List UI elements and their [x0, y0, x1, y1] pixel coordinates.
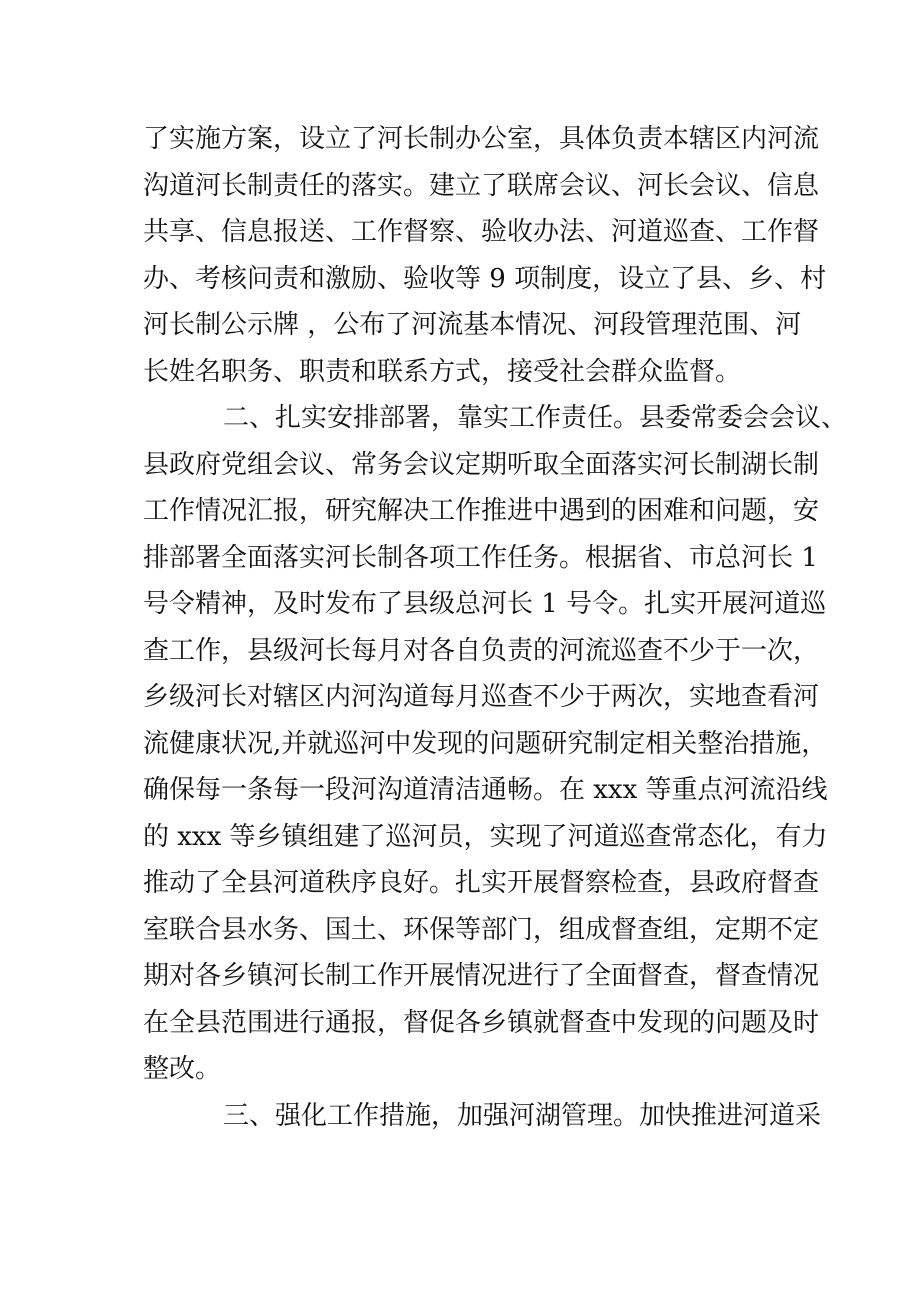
- text-line: 三、强化工作措施，加强河湖管理。加快推进河道采: [223, 1100, 822, 1131]
- text-line: 工作情况汇报，研究解决工作推进中遇到的困难和问题，安: [143, 496, 820, 526]
- text-line: 长姓名职务、职责和联系方式，接受社会群众监督。: [143, 356, 742, 387]
- text-line: 室联合县水务、国土、环保等部门，组成督查组，定期不定: [143, 914, 820, 945]
- text-line: 查工作，县级河长每月对各自负责的河流巡查不少于一次，: [143, 635, 820, 666]
- text-line: 乡级河长对辖区内河沟道每月巡查不少于两次，实地查看河: [143, 682, 820, 712]
- text-line: 沟道河长制责任的落实。建立了联席会议、河长会议、信息: [143, 170, 820, 201]
- paragraph: [143, 1093, 822, 1140]
- document-body: [143, 116, 848, 1139]
- text-line: 确保每一条每一段河沟道清洁通畅。在 xxx 等重点河流沿线: [143, 775, 828, 805]
- text-line: 了实施方案，设立了河长制办公室，具体负责本辖区内河流: [143, 124, 820, 154]
- text-line: 共享、信息报送、工作督察、验收办法、河道巡查、工作督: [143, 217, 820, 247]
- text-line: 河长制公示牌 ，公布了河流基本情况、河段管理范围、河: [143, 310, 802, 340]
- text-line: 二、扎实安排部署，靠实工作责任。县委常委会会议、: [223, 403, 848, 433]
- text-line: 在全县范围进行通报，督促各乡镇就督查中发现的问题及时: [143, 1007, 820, 1038]
- text-line: 推动了全县河道秩序良好。扎实开展督察检查，县政府督查: [143, 868, 820, 898]
- text-line: 排部署全面落实河长制各项工作任务。根据省、市总河长 1: [143, 542, 818, 573]
- text-line: 整改。: [143, 1054, 222, 1084]
- paragraph: [143, 116, 827, 395]
- paragraph: [143, 395, 848, 1093]
- text-line: 期对各乡镇河长制工作开展情况进行了全面督查，督查情况: [143, 961, 820, 991]
- text-line: 号令精神，及时发布了县级总河长 1 号令。扎实开展河道巡: [143, 589, 827, 619]
- text-line: 流健康状况,并就巡河中发现的问题研究制定相关整治措施，: [143, 728, 828, 759]
- text-line: 县政府党组会议、常务会议定期听取全面落实河长制湖长制: [143, 449, 820, 480]
- text-line: 办、考核问责和激励、验收等 9 项制度，设立了县、乡、村: [143, 263, 827, 294]
- text-line: 的 xxx 等乡镇组建了巡河员，实现了河道巡查常态化，有力: [143, 821, 828, 852]
